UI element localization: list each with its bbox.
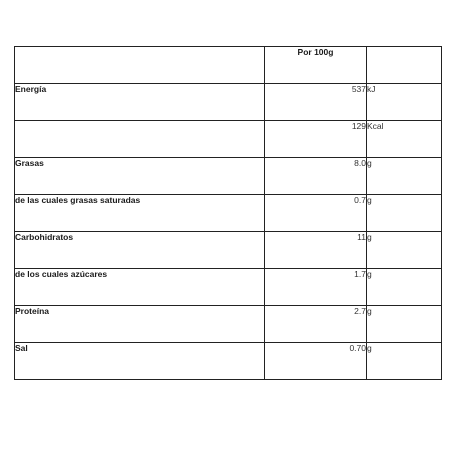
nutrient-unit: kJ (367, 84, 442, 121)
nutrient-value: 1.7 (265, 269, 367, 306)
nutrient-name: Carbohidratos (15, 232, 265, 269)
table-header-row (15, 47, 442, 84)
nutrient-name: de los cuales azúcares (15, 269, 265, 306)
nutrient-value: 0.7 (265, 195, 367, 232)
nutrient-name: de las cuales grasas saturadas (15, 195, 265, 232)
header-per-100g: Por 100g (265, 47, 367, 84)
nutrition-table (14, 46, 442, 380)
table-row (15, 269, 442, 306)
nutrient-unit: g (367, 195, 442, 232)
header-name-cell (15, 47, 265, 84)
table-row (15, 343, 442, 380)
nutrient-unit: g (367, 232, 442, 269)
nutrient-unit: g (367, 343, 442, 380)
nutrient-value: 8.0 (265, 158, 367, 195)
nutrient-unit: g (367, 158, 442, 195)
nutrient-unit: g (367, 306, 442, 343)
nutrient-name: Proteína (15, 306, 265, 343)
nutrient-name: Grasas (15, 158, 265, 195)
nutrient-value: 11 (265, 232, 367, 269)
nutrient-unit: g (367, 269, 442, 306)
nutrient-value: 537 (265, 84, 367, 121)
nutrient-name (15, 121, 265, 158)
nutrient-unit: Kcal (367, 121, 442, 158)
table-row (15, 232, 442, 269)
nutrient-value: 129 (265, 121, 367, 158)
header-unit-cell (367, 47, 442, 84)
nutrient-value: 0.70 (265, 343, 367, 380)
table-row (15, 195, 442, 232)
nutrient-name: Sal (15, 343, 265, 380)
table-row (15, 121, 442, 158)
nutrient-value: 2.7 (265, 306, 367, 343)
nutrient-name: Energía (15, 84, 265, 121)
table-row (15, 84, 442, 121)
table-row (15, 306, 442, 343)
table-row (15, 158, 442, 195)
